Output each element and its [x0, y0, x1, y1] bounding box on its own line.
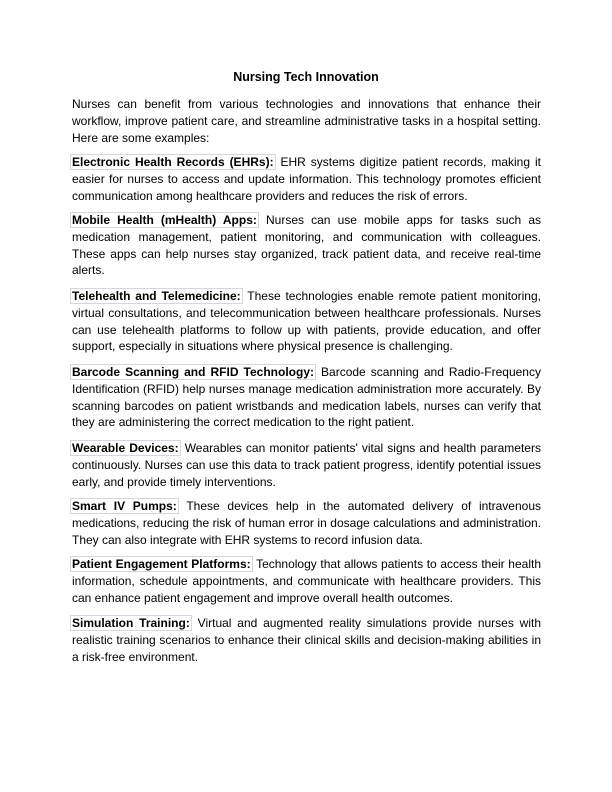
section-heading: Electronic Health Records (EHRs):	[72, 155, 274, 169]
section-barcode-rfid	[72, 364, 541, 431]
document-title: Nursing Tech Innovation	[233, 70, 379, 84]
section-text: Technology that allows patients to access their health information, schedule appointments, and communicate with healthcare providers. This can enhance patient engagement and improve overall health outcomes.	[72, 557, 541, 605]
section-telehealth	[72, 288, 541, 355]
section-text: These technologies enable remote patient monitoring, virtual consultations, and telecommunication between healthcare professionals. Nurses can use telehealth platforms to follow up with patients, provide education, and offer support, especially in situations where physical presence is challenging.	[72, 289, 541, 354]
intro-paragraph: Nurses can benefit from various technologies and innovations that enhance their workflow, improve patient care, and streamline administrative tasks in a hospital setting. Here are some examples:	[72, 97, 541, 145]
section-heading: Patient Engagement Platforms:	[72, 557, 251, 571]
section-ehr	[72, 154, 541, 204]
section-text: EHR systems digitize patient records, making it easier for nurses to access and update information. This technology promotes efficient communication among healthcare providers and reduces the risk of errors.	[72, 155, 541, 203]
section-simulation	[72, 615, 541, 665]
section-heading: Wearable Devices:	[72, 441, 179, 455]
section-text: Wearables can monitor patients' vital signs and health parameters continuously. Nurses can use this data to track patient progress, identify potential issues early, and provide timely interventions.	[72, 441, 541, 489]
section-heading: Mobile Health (mHealth) Apps:	[72, 213, 257, 227]
section-text: These devices help in the automated delivery of intravenous medications, reducing the risk of human error in dosage calculations and administration. They can also integrate with EHR systems to record infusion data.	[72, 499, 541, 547]
section-mhealth	[72, 212, 541, 279]
section-heading: Barcode Scanning and RFID Technology:	[72, 365, 314, 379]
section-heading: Telehealth and Telemedicine:	[72, 289, 241, 303]
section-heading: Simulation Training:	[72, 616, 190, 630]
section-text: Barcode scanning and Radio-Frequency Identification (RFID) help nurses manage medication administration more accurately. By scanning barcodes on patient wristbands and medication labels, nurses can verify that they are administering the correct medication to the right patient.	[72, 365, 541, 430]
section-patient-engagement	[72, 556, 541, 606]
section-text: Nurses can use mobile apps for tasks such as medication management, patient monitoring, and communication with colleagues. These apps can help nurses stay organized, track patient data, and receive real-time alerts.	[72, 213, 542, 278]
section-smart-iv	[72, 498, 541, 548]
section-text: Virtual and augmented reality simulations provide nurses with realistic training scenarios to enhance their clinical skills and decision-making abilities in a risk-free environment.	[72, 616, 541, 664]
section-heading: Smart IV Pumps:	[72, 499, 177, 513]
section-wearables	[72, 440, 541, 490]
